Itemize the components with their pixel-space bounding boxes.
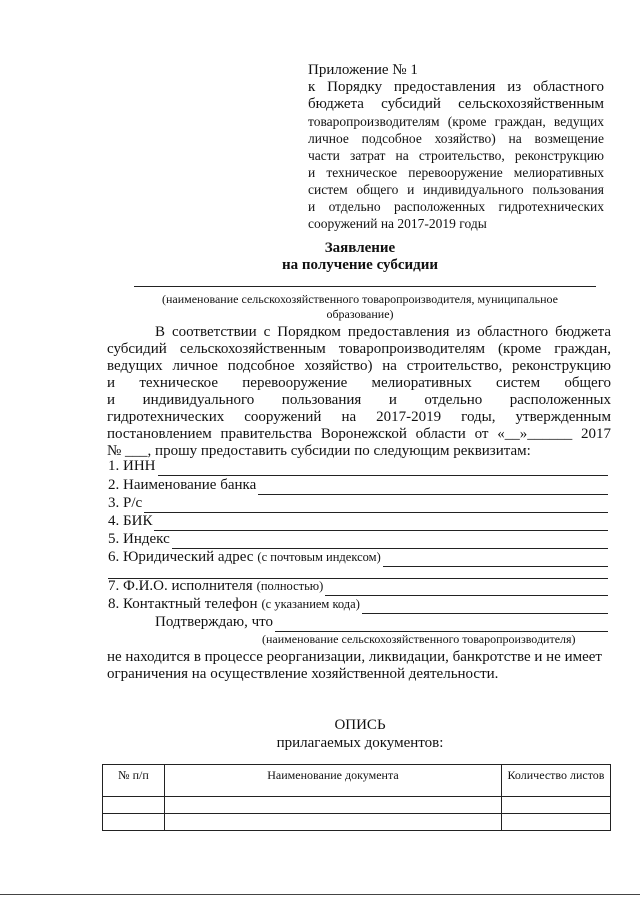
confirmation-field[interactable] <box>155 612 608 632</box>
inn-field[interactable] <box>108 456 608 476</box>
appendix-line: к Порядку предоставления из областного <box>308 79 604 95</box>
index-label: 5. Индекс <box>108 531 170 547</box>
inn-input-line[interactable] <box>158 460 609 476</box>
inventory-subtitle: прилагаемых документов: <box>276 735 444 751</box>
table-cell[interactable] <box>164 814 501 831</box>
executor-field[interactable] <box>108 576 608 596</box>
bank-label: 2. Наименование банка <box>108 477 257 493</box>
confirmation-text: не находится в процессе реорганизации, ликвидации, банкротстве и не имеет <box>107 649 602 665</box>
body-line: и индивидуального пользования и отдельно расположенных <box>107 392 611 408</box>
table-cell[interactable] <box>164 797 501 814</box>
header-cell-document: Наименование документа <box>164 765 501 797</box>
index-field[interactable] <box>108 529 608 549</box>
address-field[interactable] <box>108 547 608 567</box>
phone-label: 8. Контактный телефон <box>108 596 258 612</box>
document-subtitle: на получение субсидии <box>282 257 438 273</box>
appendix-line: и отдельно расположенных гидротехнических <box>308 199 604 214</box>
table-cell[interactable] <box>103 814 165 831</box>
body-line: В соответствии с Порядком предоставления из областного бюджета <box>155 324 611 340</box>
appendix-line: личное подсобное хозяйство) на возмещение <box>308 131 604 146</box>
executor-note: (полностью) <box>256 579 324 593</box>
inventory-table <box>102 764 611 831</box>
appendix-line: части затрат на строительство, реконструкцию <box>308 148 604 163</box>
header-cell-number: № п/п <box>103 765 165 797</box>
table-cell[interactable] <box>502 814 611 831</box>
phone-field[interactable] <box>108 594 608 614</box>
confirmation-caption: (наименование сельскохозяйственного товаропроизводителя) <box>262 632 576 646</box>
appendix-line: товаропроизводителям (кроме граждан, ведущих <box>308 114 604 129</box>
bik-field[interactable] <box>108 511 608 531</box>
phone-note: (с указанием кода) <box>261 597 360 611</box>
appendix-line: бюджета субсидий сельскохозяйственным <box>308 96 604 112</box>
address-note: (с почтовым индексом) <box>257 550 381 564</box>
body-line: постановлением правительства Воронежской области от «__»______ 2017 <box>107 426 611 442</box>
body-line: субсидий сельскохозяйственным товаропроизводителям (кроме граждан, <box>107 341 611 357</box>
applicant-caption: образование) <box>326 307 394 321</box>
page-bottom-edge <box>0 894 640 895</box>
body-last-line: № ___, прошу предоставить субсидии по следующим реквизитам: <box>107 443 531 459</box>
table-header-row <box>103 765 611 797</box>
confirmation-lead: Подтверждаю, что <box>155 614 274 630</box>
header-cell-count: Количество листов <box>502 765 611 797</box>
table-cell[interactable] <box>502 797 611 814</box>
applicant-caption: (наименование сельскохозяйственного товаропроизводителя, муниципальное <box>161 292 559 306</box>
table-row[interactable] <box>103 797 611 814</box>
executor-label: 7. Ф.И.О. исполнителя <box>108 578 253 594</box>
body-line: ведущих личное подсобное хозяйство) на строительство, реконструкцию <box>107 358 611 374</box>
confirmation-text: ограничения на осуществление хозяйственной деятельности. <box>107 666 499 682</box>
inn-label: 1. ИНН <box>108 458 156 474</box>
document-title: Заявление <box>324 240 396 256</box>
applicant-name-line <box>134 286 596 287</box>
appendix-line: и техническое перевооружение мелиоративных <box>308 165 604 180</box>
account-field[interactable] <box>108 493 608 513</box>
appendix-line: систем общего и индивидуального пользования <box>308 182 604 197</box>
appendix-title: Приложение № 1 <box>308 62 418 78</box>
inventory-title: ОПИСЬ <box>334 717 386 733</box>
body-line: и техническое перевооружение мелиоративных систем общего <box>107 375 611 391</box>
address-label: 6. Юридический адрес <box>108 549 254 565</box>
address-input-line[interactable] <box>383 551 608 567</box>
appendix-last-line: сооружений на 2017-2019 годы <box>308 216 487 231</box>
bik-label: 4. БИК <box>108 513 153 529</box>
body-line: гидротехнических сооружений на 2017-2019 годы, утвержденным <box>107 409 611 425</box>
table-cell[interactable] <box>103 797 165 814</box>
table-row[interactable] <box>103 814 611 831</box>
account-label: 3. Р/с <box>108 495 143 511</box>
bank-field[interactable] <box>108 475 608 495</box>
confirmation-input-line[interactable] <box>275 616 608 632</box>
